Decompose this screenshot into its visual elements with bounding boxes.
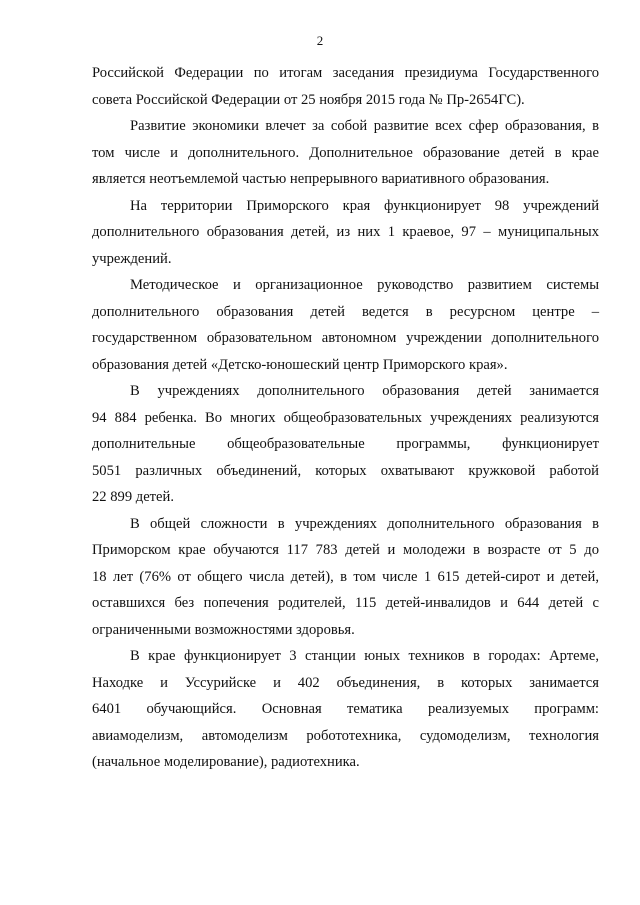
- text-line: Развитие экономики влечет за собой развитие всех сфер образования, в: [130, 118, 599, 134]
- text-line: 6401 обучающийся. Основная тематика реализуемых программ:: [92, 701, 599, 717]
- text-line: В крае функционирует 3 станции юных техников в городах: Артеме,: [130, 648, 599, 664]
- text-line: совета Российской Федерации от 25 ноября 2015 года № Пр-2654ГС).: [92, 91, 525, 108]
- page-number: 2: [316, 33, 324, 48]
- text-line: оставшихся без попечения родителей, 115 детей-инвалидов и 644 детей с: [92, 595, 599, 611]
- text-line: дополнительного образования детей ведется в ресурсном центре –: [92, 303, 599, 320]
- paragraph: [92, 378, 599, 511]
- paragraph: [92, 511, 599, 644]
- text-line: том числе и дополнительного. Дополнительное образование детей в крае: [92, 144, 599, 161]
- paragraph: [92, 60, 599, 113]
- text-line: ограниченными возможностями здоровья.: [92, 621, 355, 638]
- text-line: государственном образовательном автономном учреждении дополнительного: [92, 330, 599, 346]
- document-body: [92, 60, 599, 776]
- text-line: В учреждениях дополнительного образования детей занимается: [130, 383, 599, 399]
- text-line: Находке и Уссурийске и 402 объединения, в которых занимается: [92, 674, 599, 691]
- text-line: Методическое и организационное руководство развитием системы: [130, 277, 599, 293]
- text-line: образования детей «Детско-юношеский центр Приморского края».: [92, 356, 508, 373]
- text-line: дополнительного образования детей, из них 1 краевое, 97 – муниципальных: [92, 224, 599, 240]
- paragraph: [92, 643, 599, 776]
- text-line: 94 884 ребенка. Во многих общеобразовательных учреждениях реализуются: [92, 409, 599, 426]
- text-line: На территории Приморского края функционирует 98 учреждений: [130, 197, 599, 214]
- text-line: Приморском крае обучаются 117 783 детей и молодежи в возрасте от 5 до: [92, 542, 599, 558]
- text-line: авиамоделизм, автомоделизм робототехника, судомоделизм, технология: [92, 727, 599, 744]
- text-line: учреждений.: [92, 250, 172, 267]
- text-line: В общей сложности в учреждениях дополнительного образования в: [130, 515, 599, 532]
- text-line: 5051 различных объединений, которых охватывают кружковой работой: [92, 462, 599, 479]
- paragraph: [92, 272, 599, 378]
- text-line: 18 лет (76% от общего числа детей), в том числе 1 615 детей-сирот и детей,: [92, 568, 599, 585]
- text-line: (начальное моделирование), радиотехника.: [92, 754, 360, 770]
- text-line: является неотъемлемой частью непрерывного вариативного образования.: [92, 171, 550, 187]
- paragraph: [92, 193, 599, 273]
- paragraph: [92, 113, 599, 193]
- text-line: дополнительные общеобразовательные программы, функционирует: [92, 436, 599, 452]
- text-line: Российской Федерации по итогам заседания президиума Государственного: [92, 65, 599, 81]
- text-line: 22 899 детей.: [92, 489, 174, 505]
